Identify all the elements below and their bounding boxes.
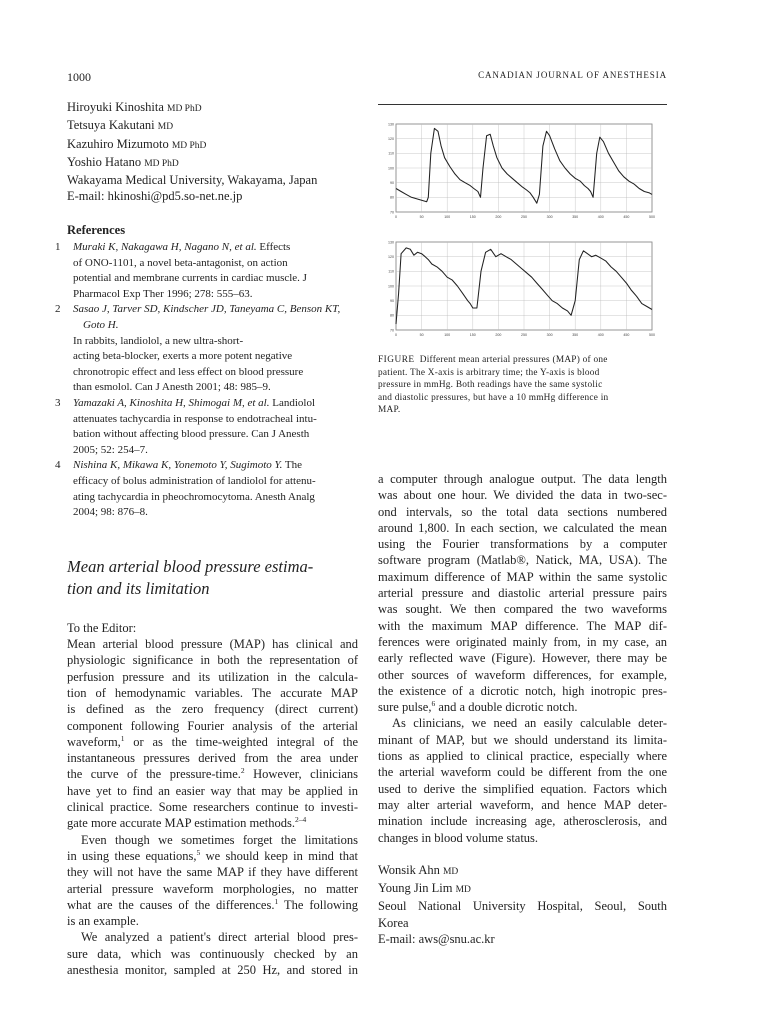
author-line: Tetsuya Kakutani MD: [67, 118, 174, 133]
x-tick-label: 0: [395, 215, 397, 219]
x-tick-label: 500: [649, 215, 655, 219]
author-line: Hiroyuki Kinoshita MD PhD: [67, 100, 202, 114]
header-rule: [378, 104, 667, 105]
affiliation: Seoul National University Hospital, Seoul, South Korea: [378, 899, 667, 930]
author-line: Young Jin Lim MD: [378, 881, 471, 896]
body-paragraph: Mean arterial blood pressure (MAP) has clinical and physiologic significance in both the representation of perfusion pressure and its utilization in the calcula- tion of hemodynamic variables. The accurate MAP is defined as the zero frequency (direct current) component following Fourier analysis of the arterial waveform,$^1$ or as the time-weighted integral of the instantaneous pressures derived from the area under the curve of the pressure-time.$^2$ However, clinicians have yet to find an easier way that may be applied in clinical practice. Some researchers continue to investi- gate more accurate MAP estimation methods.$^{2-4}$: [67, 637, 358, 831]
author-line: Wonsik Ahn MD: [378, 862, 459, 877]
x-tick-label: 350: [572, 215, 579, 219]
y-tick-label: 120: [388, 254, 394, 259]
x-tick-label: 400: [597, 215, 604, 219]
y-tick-label: 80: [390, 195, 394, 200]
body-paragraph: a computer through analogue output. The data length was about one hour. We divided the data in two-sec- ond intervals, so the total data sections numbered around 1,800. In each section, we calculated the mean using the Fourier transformations by a computer software program (Matlab®, Natick, MA, USA). The maximum difference of MAP within the same systolic arterial pressure and diastolic arterial pressure pairs was sought. We then compared the two waveforms with the maximum MAP difference. The MAP dif- ferences were originated mainly from, in my case, an early reflected wave (Figure). However, there may be other sources of waveform differences, for example, the existence of a dicrotic notch, high inotropic pres- sure pulse,$^6$ and a double dicrotic notch.: [378, 472, 667, 715]
y-tick-label: 90: [390, 180, 394, 185]
email: E-mail: hkinoshi@pd5.so-net.ne.jp: [67, 189, 243, 204]
y-tick-label: 70: [390, 328, 394, 333]
salutation: To the Editor:: [67, 620, 137, 635]
x-tick-label: 500: [649, 333, 655, 337]
body-paragraph: Even though we sometimes forget the limitations in using these equations,$^5$ we should keep in mind that they will not have the same MAP if they have different arterial pressure waveform morphologies, no matter what are the causes of the differences.$^1$ The following is an example.: [67, 832, 358, 929]
x-tick-label: 300: [546, 333, 553, 337]
author-line: Kazuhiro Mizumoto MD PhD: [67, 136, 207, 151]
affiliation: Wakayama Medical University, Wakayama, Japan: [67, 173, 318, 188]
reference-item: 2 Sasao J, Tarver SD, Kindscher JD, Taneyama C, Benson KT, Goto H. In rabbits, landiolol, a new ultra-short- acting beta-blocker, exerts a more potent negative chronotropic effect and less effect on blood pressure than esmolol. Can J Anesth 2001; 48: 985–9.: [55, 303, 341, 394]
body-paragraph: As clinicians, we need an easily calculable deter- minant of MAP, but we should understand its limita- tions as applied to clinical practice, especially where the arterial waveform could be different from the one used to derive the simplified equation. Factors which may alter arterial waveform, and hence MAP deter- mination include increasing age, atherosclerosis, and changes in blood volume status.: [378, 716, 667, 845]
y-tick-label: 100: [388, 166, 394, 171]
x-tick-label: 300: [546, 215, 553, 219]
y-tick-label: 110: [388, 269, 394, 274]
x-tick-label: 450: [623, 333, 630, 337]
reference-item: 3 Yamazaki A, Kinoshita H, Shimogai M, et al. Landiolol attenuates tachycardia in response to endotracheal intu- bation without affecting blood pressure. Can J Anesth 2005; 52: 254–7.: [55, 397, 317, 456]
y-tick-label: 80: [390, 313, 394, 318]
x-tick-label: 150: [469, 215, 476, 219]
x-tick-label: 50: [419, 215, 424, 219]
running-head-journal: CANADIAN JOURNAL OF ANESTHESIA: [478, 70, 667, 80]
x-tick-label: 250: [521, 215, 527, 219]
x-tick-label: 200: [495, 215, 502, 219]
reference-item: 4 Nishina K, Mikawa K, Yonemoto Y, Sugimoto Y. The efficacy of bolus administration of landiolol for attenu- ating tachycardia in pheochromocytoma. Anesth Analg 2004; 98: 876–8.: [55, 459, 316, 519]
x-tick-label: 100: [444, 215, 451, 219]
article-signature: [378, 862, 667, 947]
y-tick-label: 130: [388, 122, 394, 127]
left-column: [55, 99, 358, 978]
figure-caption: FIGURE Different mean arterial pressures (MAP) of one patient. The X-axis is arbitrary time; the Y-axis is blood pressure in mmHg. Both readings have the same systolic and diastolic pressures, but have a 10 mmHg difference in MAP.: [378, 355, 609, 415]
x-tick-label: 250: [521, 333, 527, 337]
x-tick-label: 50: [419, 333, 424, 337]
x-tick-label: 450: [623, 215, 630, 219]
x-tick-label: 400: [597, 333, 604, 337]
y-tick-label: 70: [390, 210, 394, 215]
x-tick-label: 150: [469, 333, 476, 337]
email: E-mail: aws@snu.ac.kr: [378, 932, 495, 947]
y-tick-label: 90: [390, 298, 394, 303]
references-heading: References: [67, 222, 126, 237]
x-tick-label: 200: [495, 333, 502, 337]
y-tick-label: 130: [388, 240, 394, 245]
body-paragraph: We analyzed a patient's direct arterial blood pres- sure data, which was continuously checked by an anesthesia monitor, sampled at 250 Hz, and stored in: [67, 930, 358, 977]
page-number: 1000: [67, 70, 91, 84]
figure-waveforms: [380, 118, 660, 341]
x-tick-label: 350: [572, 333, 579, 337]
article-title: Mean arterial blood pressure estima- tion and its limitation: [67, 556, 314, 598]
y-tick-label: 110: [388, 151, 394, 156]
author-line: Yoshio Hatano MD PhD: [67, 154, 179, 169]
x-tick-label: 0: [395, 333, 397, 337]
reference-item: 1 Muraki K, Nakagawa H, Nagano N, et al. Effects of ONO-1101, a novel beta-antagonist, on action potential and membrane currents in cardiac muscle. J Pharmacol Exp Ther 1996; 278: 555–63.: [55, 241, 307, 300]
y-tick-label: 120: [388, 136, 394, 141]
right-column: [378, 471, 667, 947]
x-tick-label: 100: [444, 333, 451, 337]
y-tick-label: 100: [388, 284, 394, 289]
prev-letter-signature: [67, 99, 358, 205]
